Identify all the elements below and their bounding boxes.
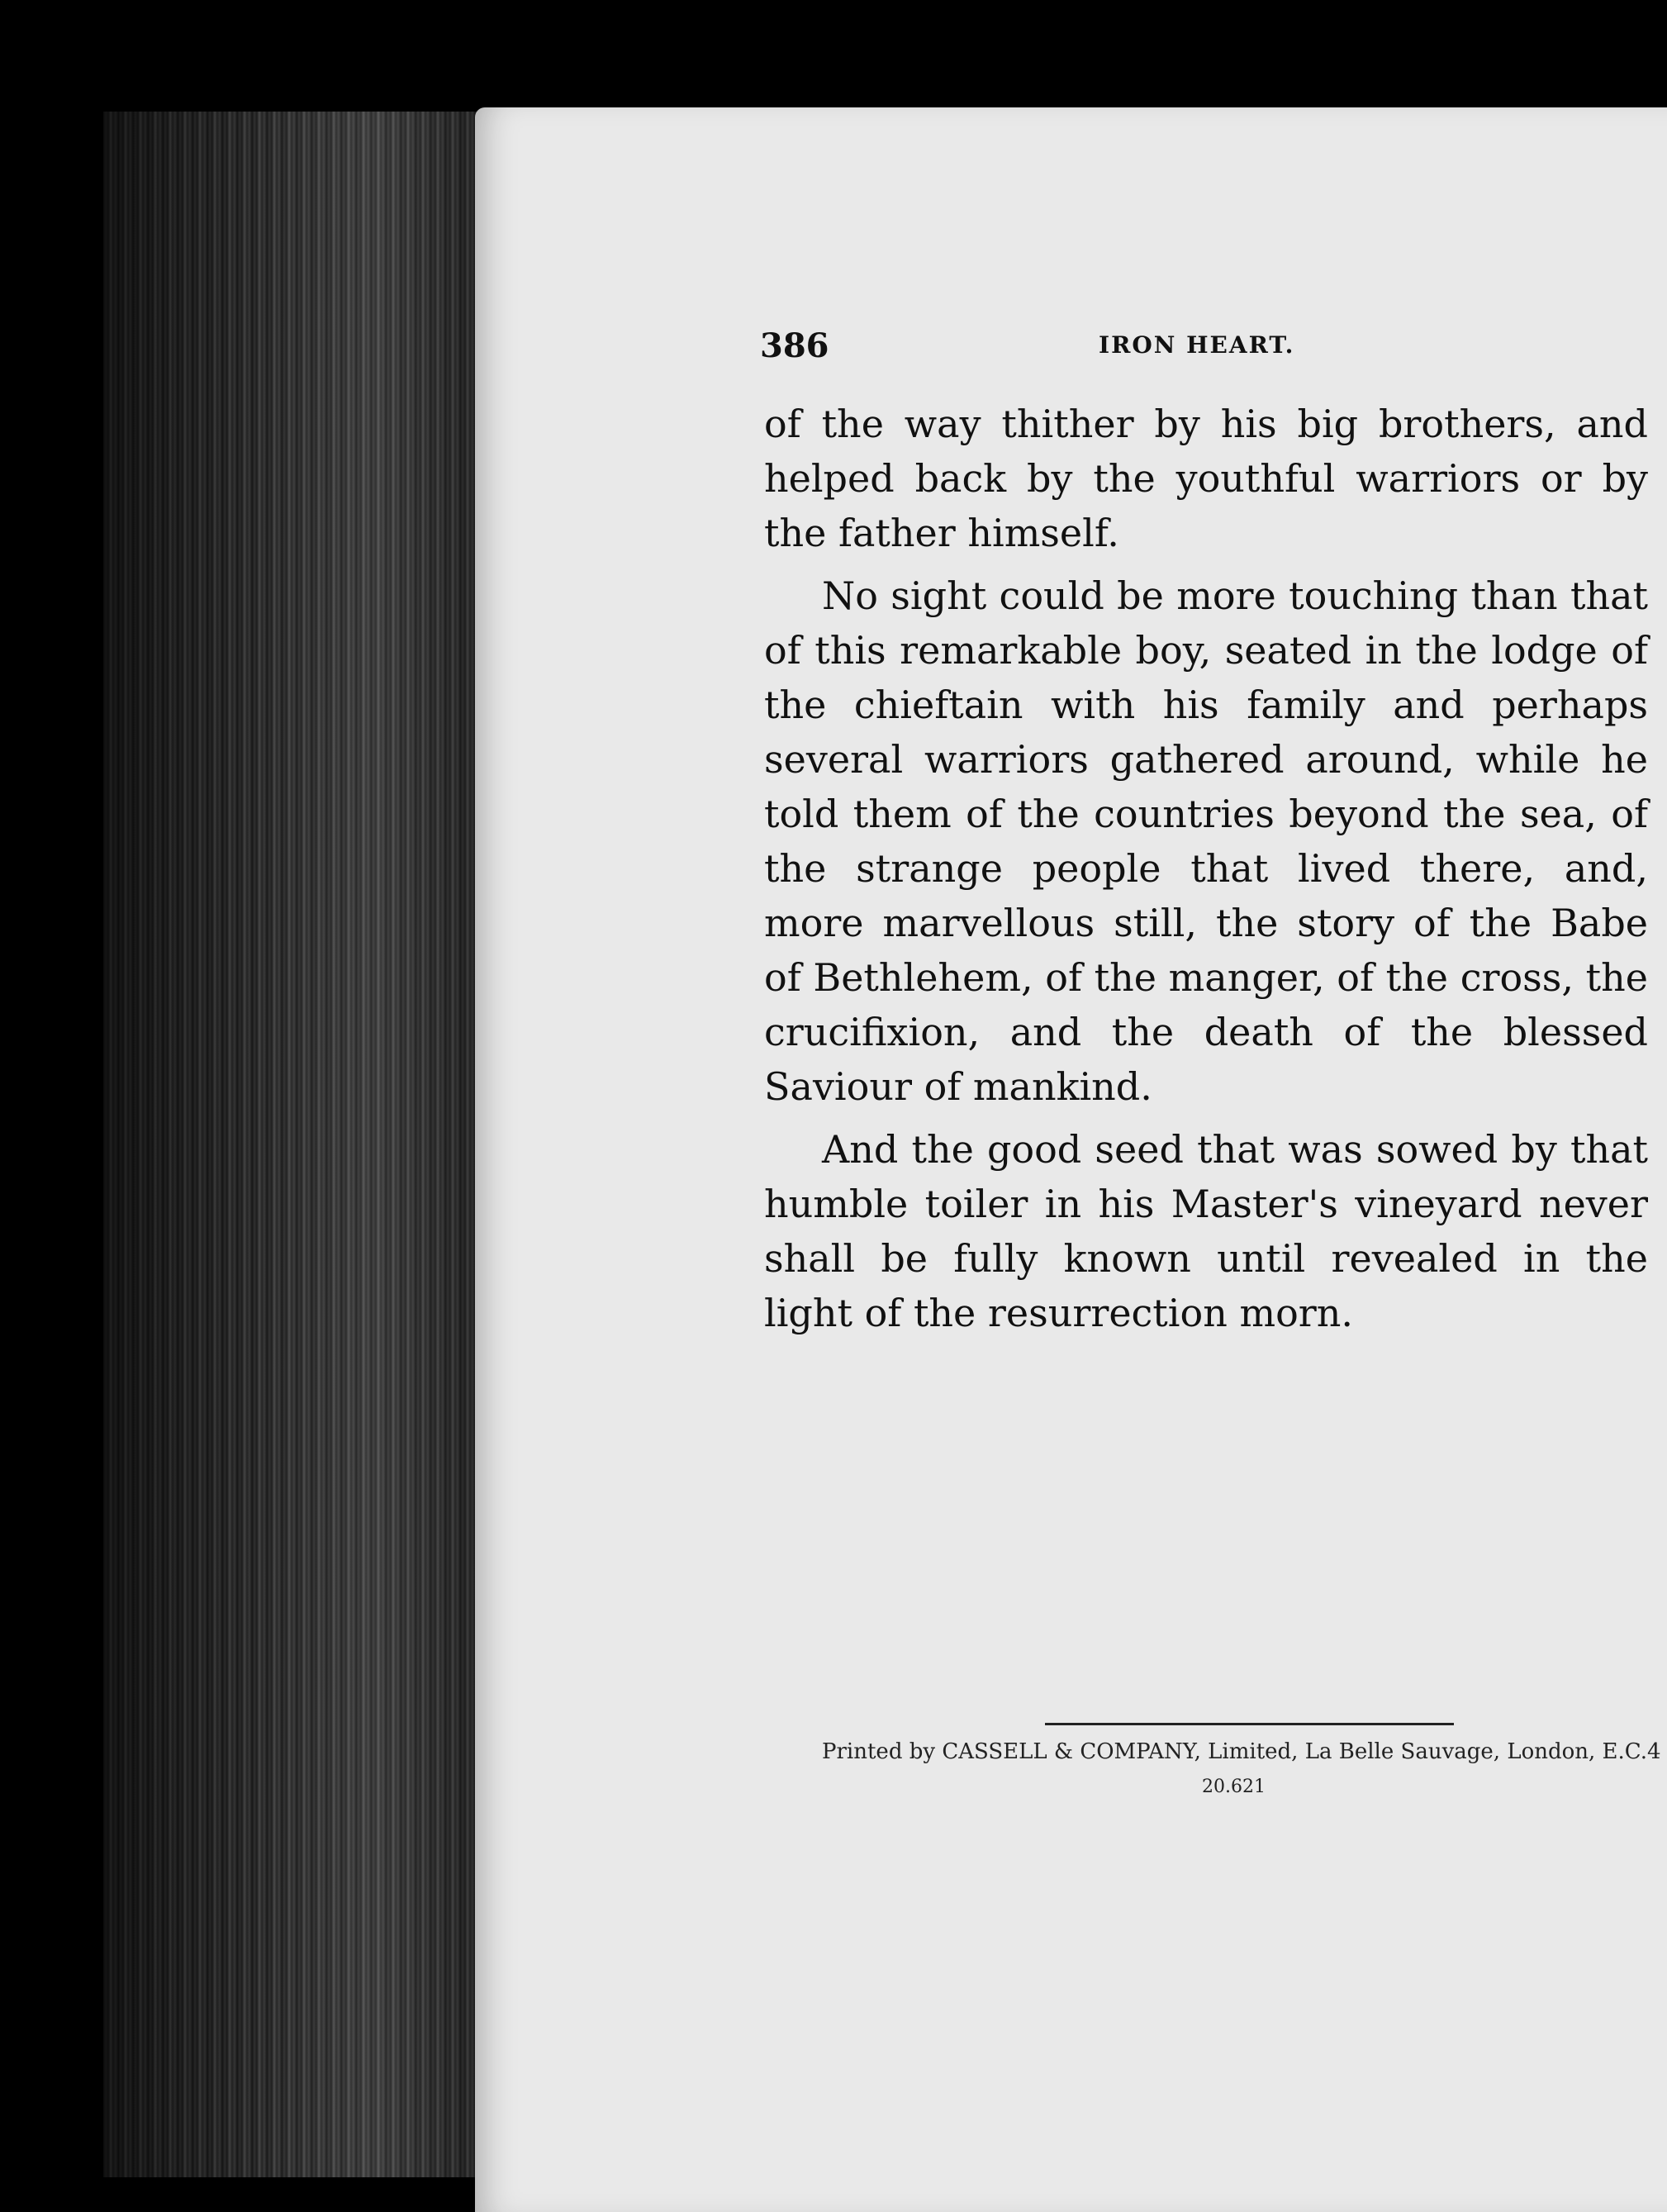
paragraph-continuation: of the way thither by his big brothers, and helped back by the youthful warriors or by the father himself. bbox=[764, 402, 1648, 555]
imprint-number: 20.621 bbox=[1202, 1777, 1266, 1797]
paragraph: And the good seed that was sowed by that humble toiler in his Master's vineyard never shall be fully known until revealed in the light of the resurrection morn. bbox=[764, 1127, 1648, 1335]
page-number: 386 bbox=[760, 326, 829, 365]
book-page-edges bbox=[103, 112, 492, 2177]
body-text bbox=[764, 397, 1648, 1349]
paragraph: No sight could be more touching than that of this remarkable boy, seated in the lodge of the chieftain with his family and perhaps several warriors gathered around, while he told them of the countries beyond the sea, of the strange people that lived there, and, more marvellous still, the story of the Babe of Bethlehem, of the manger, of the cross, the crucifixion, and the death of the blessed Saviour of mankind. bbox=[764, 573, 1648, 1109]
divider-rule bbox=[1045, 1723, 1454, 1725]
printer-imprint: Printed by CASSELL & COMPANY, Limited, La Belle Sauvage, London, E.C.4 bbox=[822, 1739, 1661, 1764]
running-head bbox=[760, 326, 1652, 376]
running-title: IRON HEART. bbox=[1099, 331, 1295, 359]
